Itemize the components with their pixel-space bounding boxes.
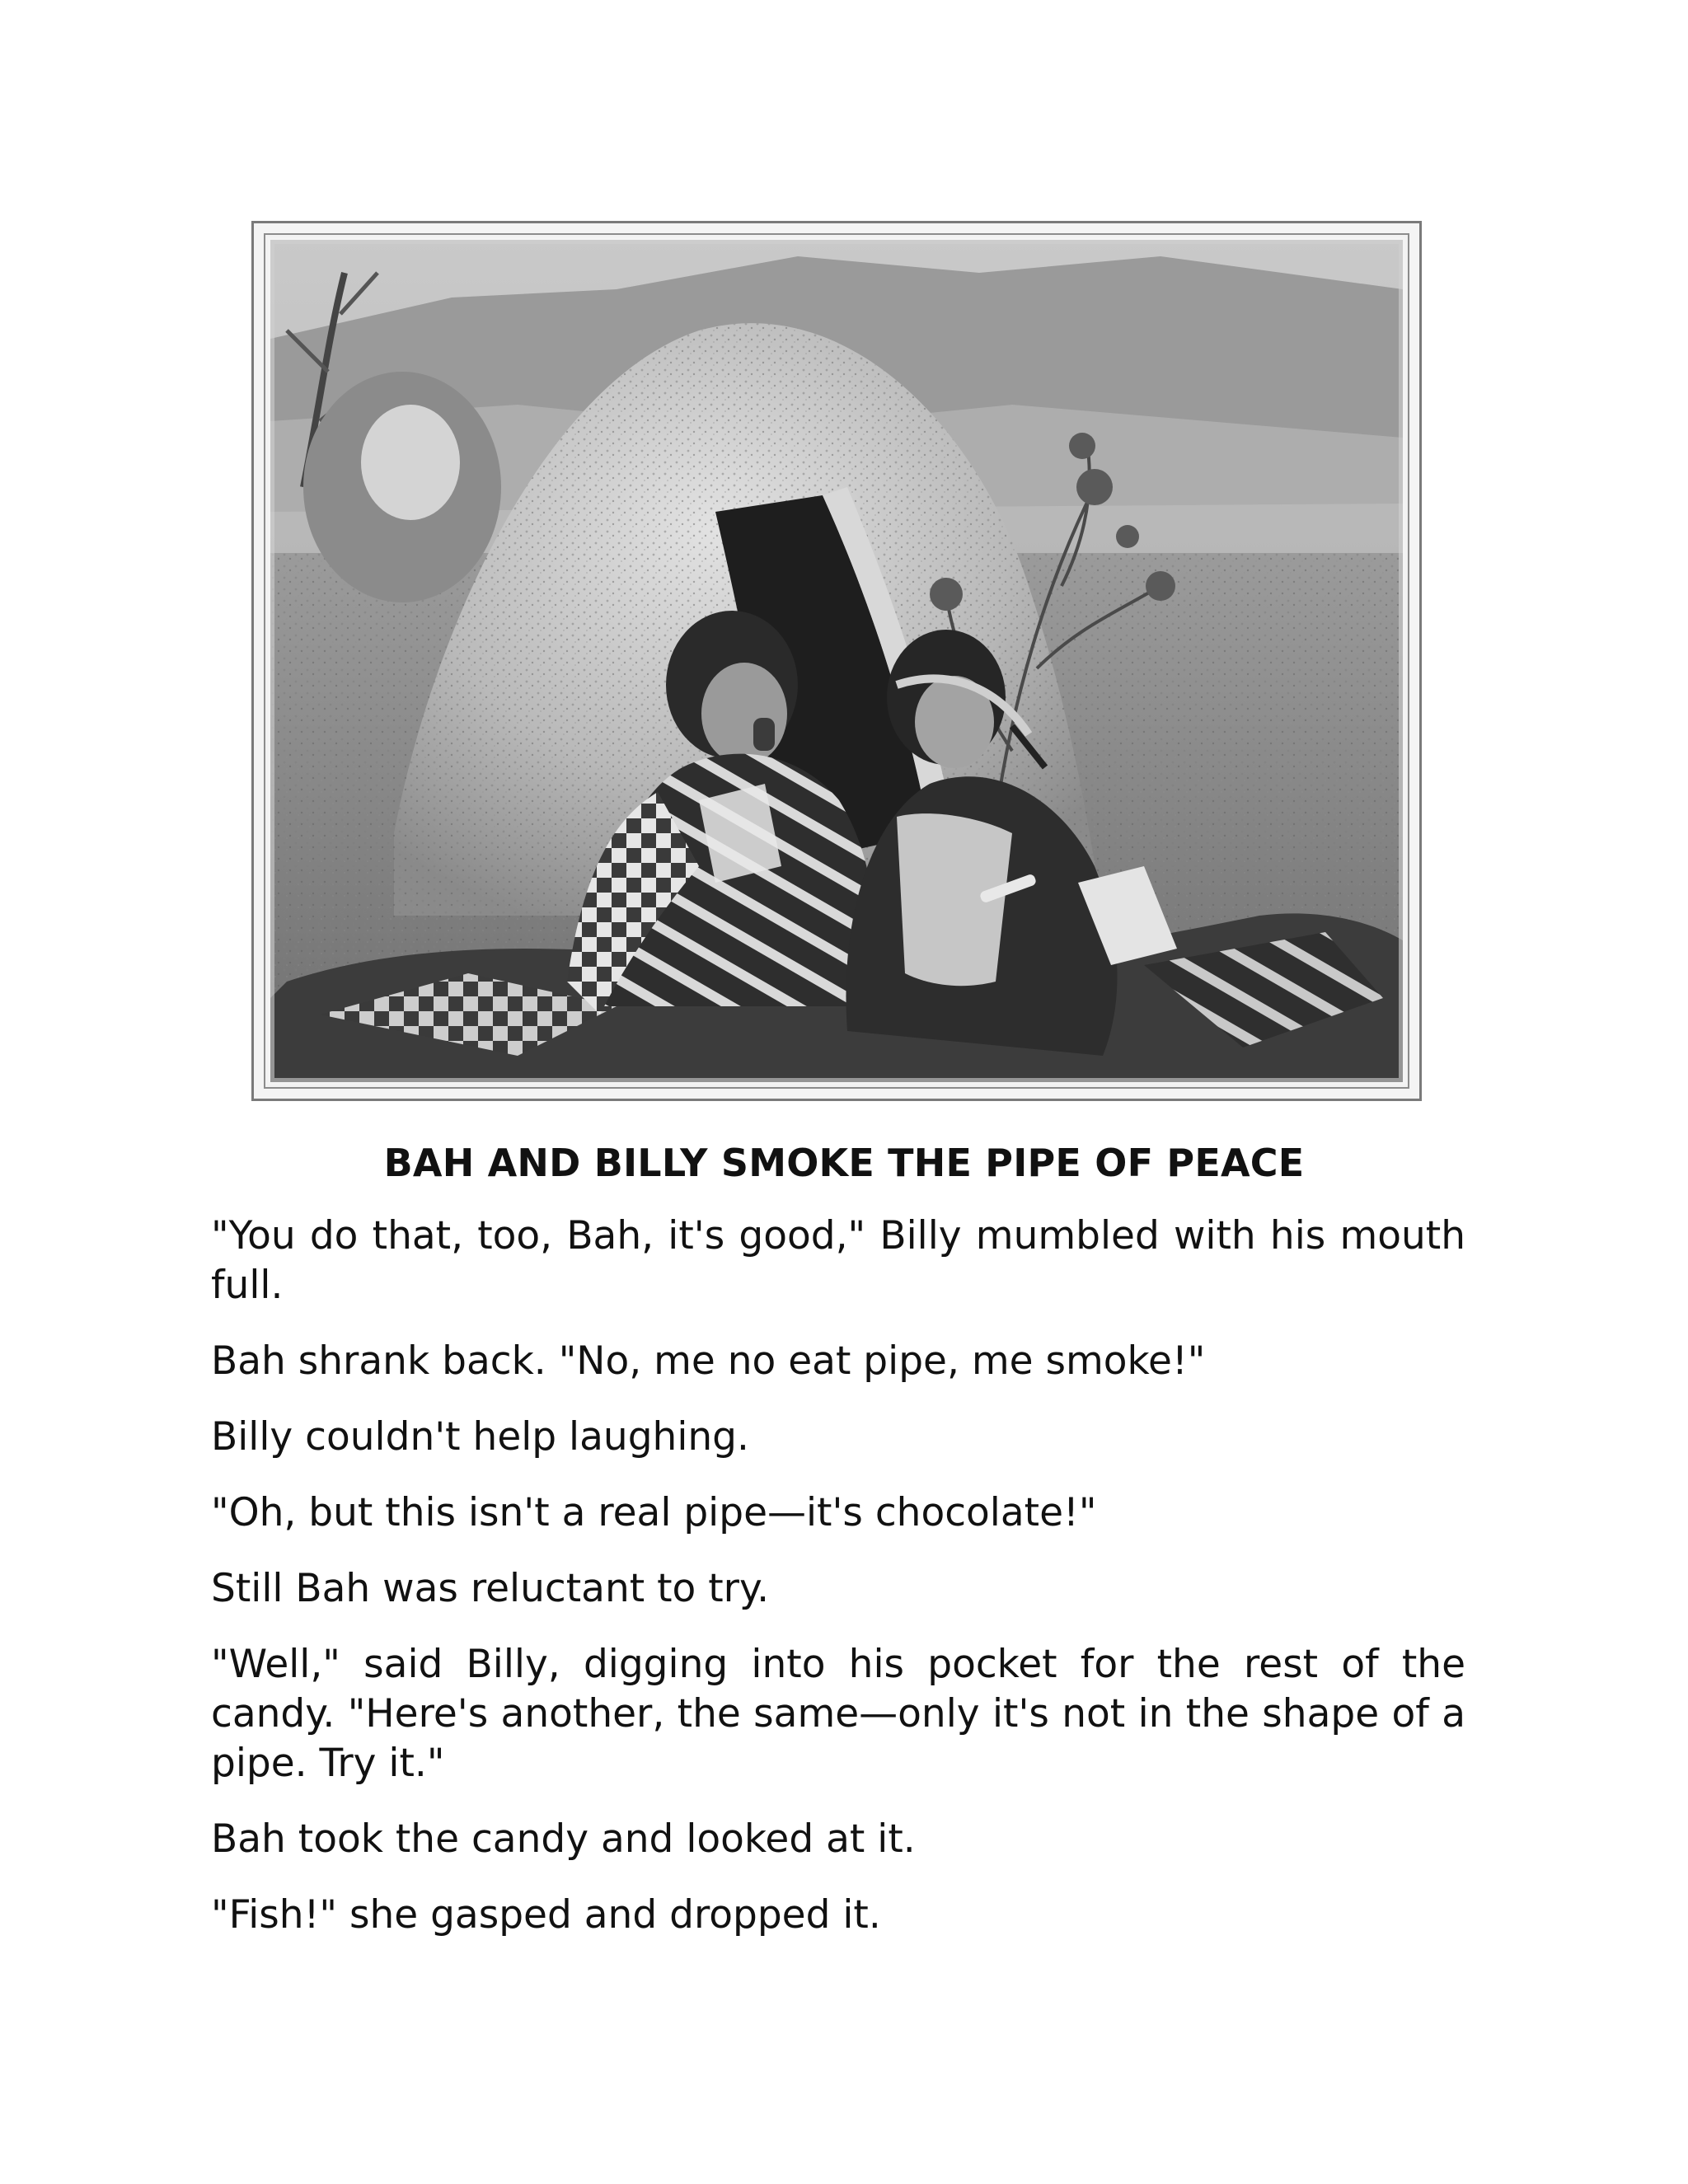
paragraph: Bah shrank back. "No, me no eat pipe, me smoke!" bbox=[211, 1338, 1206, 1384]
hogan-children-photo bbox=[270, 240, 1403, 1082]
paragraph: "Oh, but this isn't a real pipe—it's chocolate!" bbox=[211, 1490, 1097, 1535]
illustration-photograph bbox=[251, 221, 1422, 1101]
paragraph: Billy couldn't help laughing. bbox=[211, 1414, 749, 1460]
paragraph: Still Bah was reluctant to try. bbox=[211, 1566, 770, 1611]
paragraph: "Fish!" she gasped and dropped it. bbox=[211, 1892, 881, 1938]
paragraph: "You do that, too, Bah, it's good," Billy mumbled with his mouth full. bbox=[211, 1213, 1465, 1308]
illustration-caption: BAH AND BILLY SMOKE THE PIPE OF PEACE bbox=[383, 1141, 1305, 1185]
paragraph: Bah took the candy and looked at it. bbox=[211, 1816, 916, 1862]
story-text bbox=[211, 1212, 1465, 1966]
paragraph: "Well," said Billy, digging into his pocket for the rest of the candy. "Here's another, the same—only it's not in the shape of a pipe. Try it." bbox=[211, 1642, 1465, 1786]
